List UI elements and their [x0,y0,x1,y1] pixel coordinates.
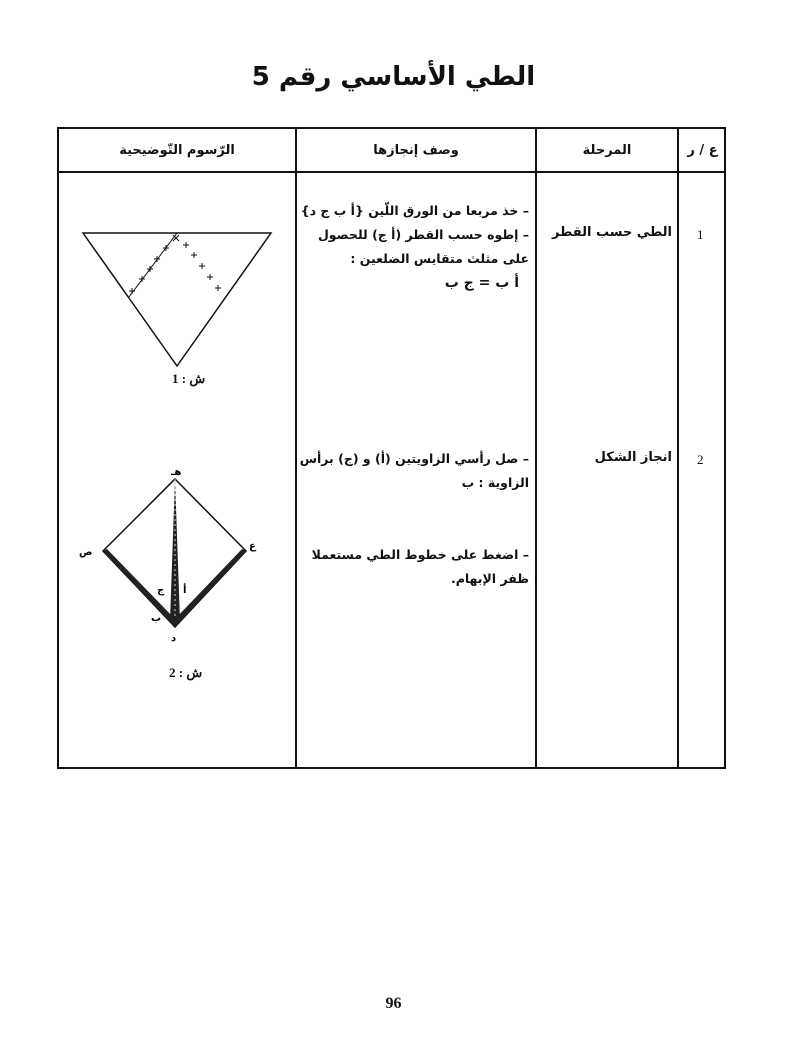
row-1-index: 1 [697,227,704,242]
svg-text:ب: ب [151,613,162,624]
row-1-stage: الطي حسب القطر [551,225,672,240]
svg-text:د: د [171,633,177,644]
header-index: ع / ر [687,142,718,158]
description-line: ظفر الإبهام. [450,571,529,586]
description-line: – صل رأسي الزاويتين (أ) و (ج) برأس [299,451,529,466]
row-2-description [289,447,529,591]
row-1-description [289,199,529,295]
description-line: الزاوية : ب [461,475,529,490]
figure-2-diamond [79,467,259,649]
svg-text:ص: ص [79,547,93,558]
instruction-table [57,127,726,769]
page-number: 96 [385,995,402,1012]
description-line: – إطوه حسب القطر (أ ج) للحصول [317,227,529,242]
row-2-index: 2 [697,452,704,467]
description-line: – خذ مربعا من الورق اللّين {أ ب ج د} [300,203,529,218]
description-line: على مثلث متقايس الضلعين : [350,251,529,266]
header-divider [59,171,724,173]
row-2-stage: انجاز الشكل [594,450,672,465]
description-line: – اضغط على خطوط الطي مستعملا [311,547,529,562]
header-description: وصف إنجازها [373,142,459,158]
svg-text:ع: ع [249,541,256,552]
page-title: الطي الأساسي رقم 5 [251,62,536,92]
svg-text:ج: ج [157,585,165,596]
header-stage: المرحلة [582,142,632,158]
column-divider [677,129,679,767]
header-drawings: الرّسوم التّوضيحية [119,142,235,158]
figure-1-triangle [83,233,273,368]
figure-2-caption: ش : 2 [169,665,203,680]
description-line: أ ب = ج ب [444,275,519,291]
figure-1-caption: ش : 1 [172,371,206,386]
svg-text:هـ: هـ [171,467,182,478]
spacer [289,495,529,543]
svg-text:أ: أ [183,585,187,596]
